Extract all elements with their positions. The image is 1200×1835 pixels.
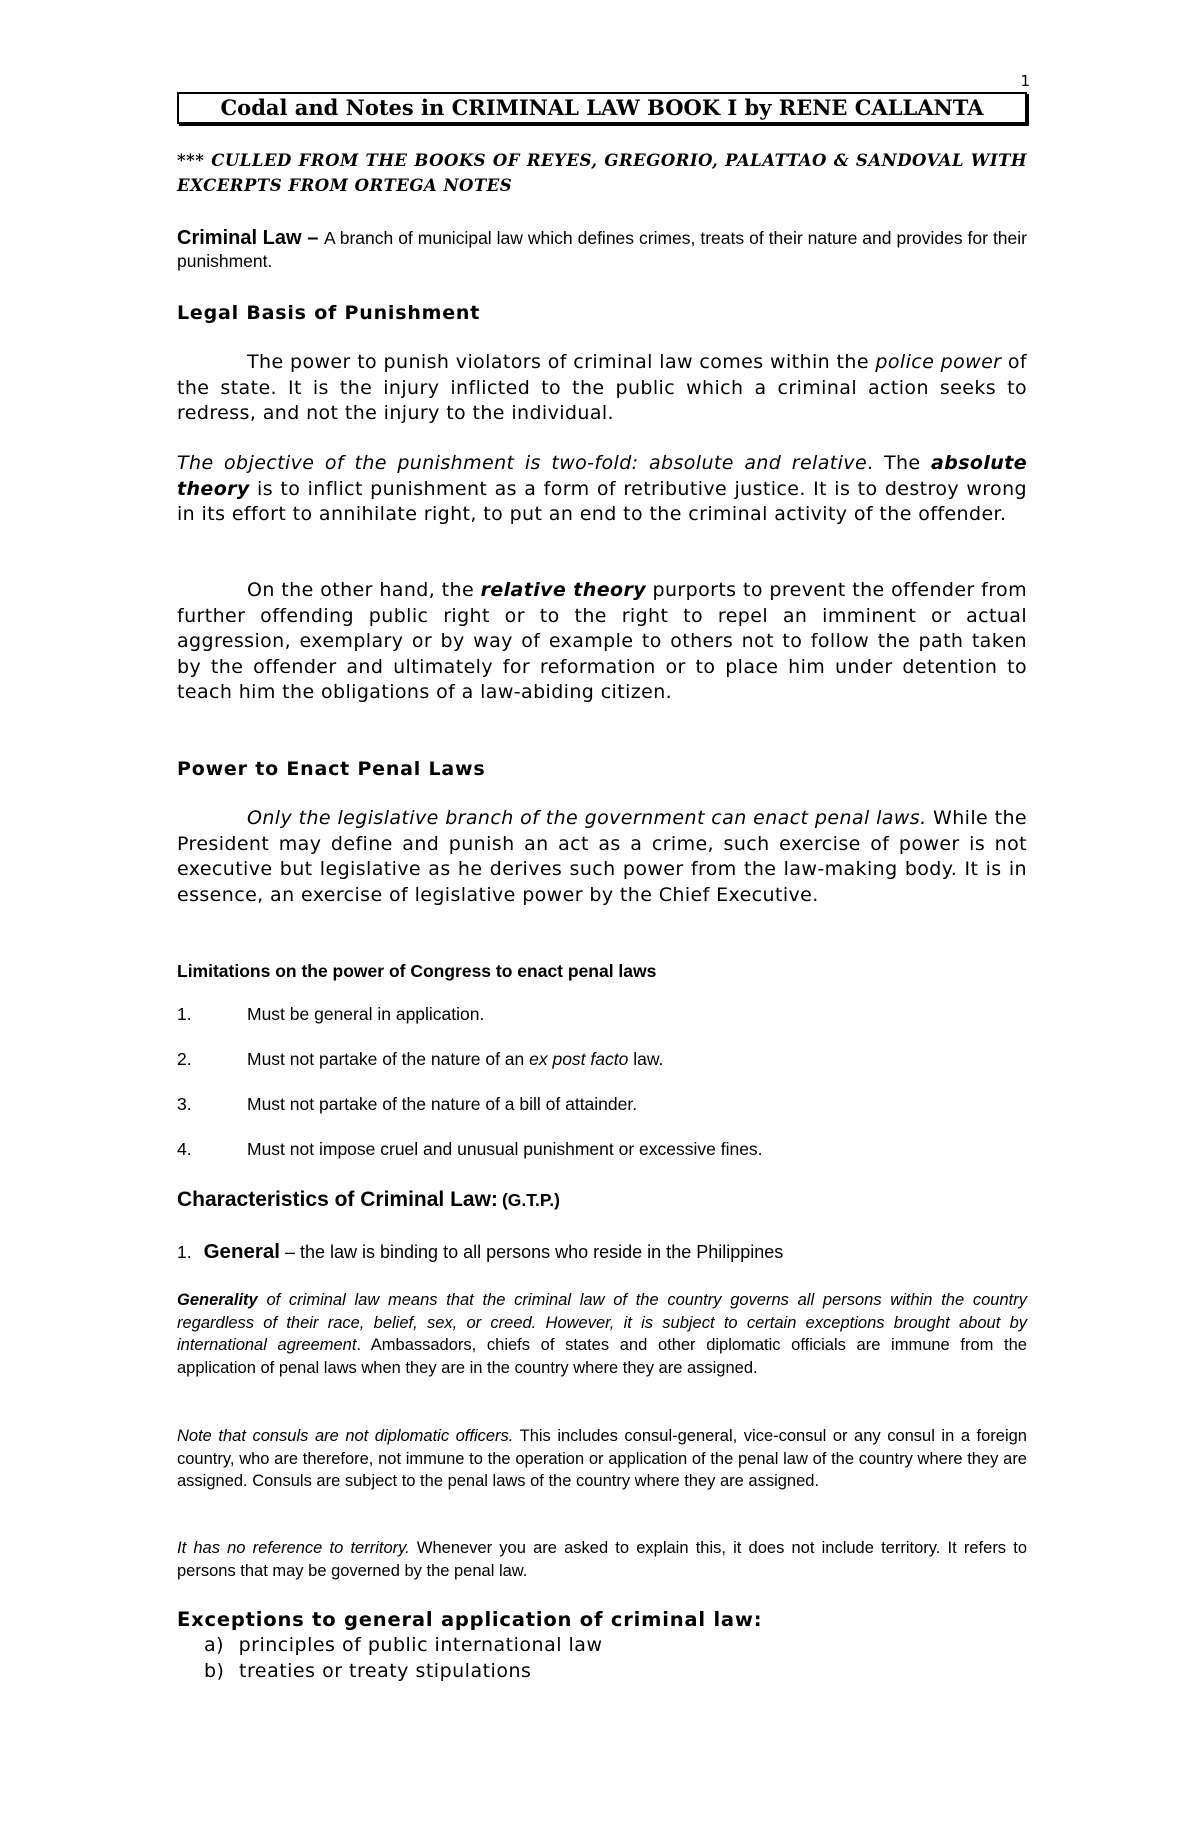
heading-exceptions: Exceptions to general application of criminal law: bbox=[177, 1608, 763, 1631]
text-run: On the other hand, the bbox=[247, 579, 481, 601]
text-run: Whenever you are asked to explain this, it does not include territory. It refers to persons that may be governed by the penal law. bbox=[177, 1539, 1027, 1580]
characteristic-term: General bbox=[203, 1240, 280, 1263]
source-note: *** CULLED FROM THE BOOKS OF REYES, GREGORIO, PALATTAO & SANDOVAL WITH EXCERPTS FROM ORTEGA NOTES bbox=[177, 151, 1027, 195]
text-run: Must not impose cruel and unusual punishment or excessive fines. bbox=[247, 1139, 763, 1159]
italic-run: police power bbox=[875, 351, 1002, 373]
text-run: Must not partake of the nature of an bbox=[247, 1049, 530, 1069]
heading-power-to-enact: Power to Enact Penal Laws bbox=[177, 758, 486, 780]
power-to-enact-paragraph bbox=[177, 806, 1027, 908]
list-text bbox=[247, 1049, 663, 1070]
text-run: purports to prevent the offender from further offending public right or to the right to repel an imminent or actual aggression, exemplary or by way of example to others not to follow the path taken by the offender and ultimately for reformation or to place him under detention to teach him the obligations of a law-abiding citizen. bbox=[177, 579, 1027, 703]
list-number: 1. bbox=[177, 1242, 192, 1262]
generality-paragraph bbox=[177, 1289, 1027, 1379]
text-run: While the President may define and punish an act as a crime, such exercise of power is not executive but legislative as he derives such power from the law-making body. It is in essence, an exercise of legislative power by the Chief Executive. bbox=[177, 807, 1027, 906]
list-text bbox=[247, 1094, 637, 1115]
list-text bbox=[247, 1004, 484, 1025]
italic-run: Only the legislative branch of the government can enact penal laws. bbox=[247, 807, 927, 829]
list-number: 2. bbox=[177, 1049, 192, 1069]
characteristic-item-general bbox=[177, 1240, 1027, 1264]
consuls-note-paragraph bbox=[177, 1425, 1027, 1493]
list-number: 4. bbox=[177, 1139, 192, 1159]
exception-item bbox=[204, 1660, 531, 1682]
document-title: Codal and Notes in CRIMINAL LAW BOOK I by RENE CALLANTA bbox=[177, 92, 1027, 124]
definition-term: Criminal Law – bbox=[177, 227, 325, 249]
territory-note-paragraph bbox=[177, 1537, 1027, 1582]
heading-limitations: Limitations on the power of Congress to enact penal laws bbox=[177, 961, 657, 981]
definition-text: A branch of municipal law which defines crimes, treats of their nature and provides for their punishment. bbox=[177, 228, 1027, 271]
list-text bbox=[247, 1139, 763, 1160]
heading-text: Characteristics of Criminal Law: bbox=[177, 1188, 498, 1211]
text-run: of the state. It is the injury inflicted to the public which a criminal action seeks to redress, and not the injury to the individual. bbox=[177, 351, 1027, 424]
text-run: . Ambassadors, chiefs of states and other diplomatic officials are immune from the application of penal laws when they are in the country where they are assigned. bbox=[177, 1336, 1027, 1377]
heading-suffix: (G.T.P.) bbox=[501, 1190, 560, 1210]
text-run: Must not partake of the nature of a bill of attainder. bbox=[247, 1094, 638, 1114]
legal-basis-paragraph-3 bbox=[177, 578, 1027, 706]
text-run: law. bbox=[628, 1049, 664, 1069]
criminal-law-definition bbox=[177, 227, 1027, 273]
characteristic-text: – the law is binding to all persons who reside in the Philippines bbox=[279, 1242, 784, 1262]
italic-run: Note that consuls are not diplomatic officers. bbox=[177, 1427, 514, 1445]
text-run: is to inflict punishment as a form of retributive justice. It is to destroy wrong in its effort to annihilate right, to put an end to the criminal activity of the offender. bbox=[177, 477, 1027, 525]
text-run: The power to punish violators of criminal law comes within the bbox=[247, 351, 876, 373]
legal-basis-paragraph-1 bbox=[177, 350, 1027, 427]
exception-item bbox=[204, 1634, 603, 1656]
heading-characteristics bbox=[177, 1188, 1027, 1212]
bold-italic-run: absolute theory bbox=[177, 452, 1027, 500]
list-number: 3. bbox=[177, 1094, 192, 1114]
text-run: Must be general in application. bbox=[247, 1004, 485, 1024]
page-number: 1 bbox=[1020, 72, 1030, 90]
exception-label: a) bbox=[204, 1634, 225, 1656]
text-run: . The bbox=[867, 452, 931, 474]
exception-text: treaties or treaty stipulations bbox=[239, 1660, 532, 1682]
legal-basis-paragraph-2 bbox=[177, 451, 1027, 528]
italic-run: The objective of the punishment is two-fold: absolute and relative bbox=[177, 452, 868, 474]
italic-run: It has no reference to territory. bbox=[177, 1539, 410, 1557]
italic-run: of criminal law means that the criminal law of the country governs all persons within the country regardless of their race, belief, sex, or creed. However, it is subject to certain exceptions brought about by international agreement bbox=[177, 1291, 1027, 1354]
heading-legal-basis: Legal Basis of Punishment bbox=[177, 302, 481, 324]
italic-run: ex post facto bbox=[529, 1049, 629, 1069]
exception-text: principles of public international law bbox=[238, 1634, 603, 1656]
bold-italic-run: relative theory bbox=[480, 579, 647, 601]
list-number: 1. bbox=[177, 1004, 192, 1024]
exception-label: b) bbox=[204, 1660, 225, 1682]
bold-italic-run: Generality bbox=[177, 1291, 258, 1309]
text-run: This includes consul-general, vice-consul or any consul in a foreign country, who are therefore, not immune to the operation or application of the penal law of the country where they are assigned. Consuls are subject to the penal laws of the country where they are assigned. bbox=[177, 1427, 1027, 1490]
